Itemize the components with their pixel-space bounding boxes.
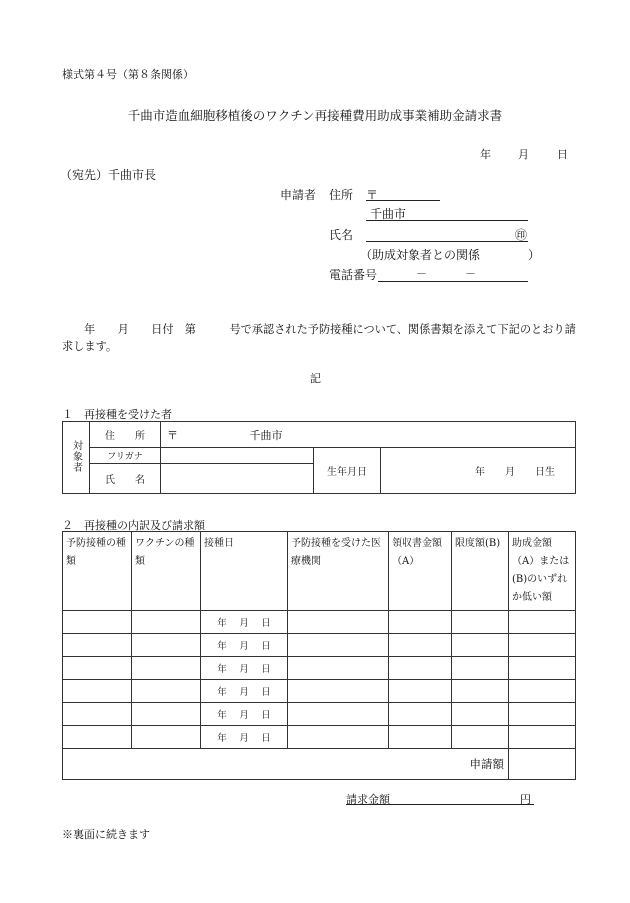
date-placeholder: 年 月 日	[217, 733, 271, 744]
date-placeholder: 年 月 日	[217, 664, 271, 675]
breakdown-cell[interactable]	[288, 611, 389, 634]
addressee: （宛先）千曲市長	[60, 168, 157, 182]
breakdown-cell[interactable]	[63, 680, 132, 703]
furigana-label-cell	[90, 448, 161, 464]
header-vaccination-date: 接種日	[201, 532, 288, 611]
applicant-city: 千曲市	[370, 207, 407, 221]
breakdown-cell[interactable]	[389, 680, 452, 703]
claim-amount-field[interactable]	[346, 791, 534, 805]
recipient-city: 千曲市	[249, 428, 283, 442]
breakdown-cell[interactable]	[288, 703, 389, 726]
table-row	[63, 680, 576, 703]
applicant-address-field[interactable]	[366, 205, 528, 221]
recipient-address-label: 住 所	[105, 431, 145, 442]
date-month: 月	[518, 148, 529, 161]
recipient-side-label-cell	[63, 422, 90, 494]
table-row	[63, 703, 576, 726]
breakdown-cell[interactable]	[288, 680, 389, 703]
applicant-name-label: 氏名	[329, 228, 354, 242]
breakdown-cell[interactable]	[63, 634, 132, 657]
breakdown-cell[interactable]	[288, 657, 389, 680]
breakdown-cell[interactable]	[132, 680, 201, 703]
header-subsidy-amount: 助成金額（A）または(B)のいずれか低い額	[509, 532, 576, 611]
applicant-postal-field[interactable]	[366, 186, 440, 201]
total-amount-field[interactable]	[509, 749, 576, 780]
breakdown-cell[interactable]	[132, 703, 201, 726]
recipient-address-label-cell	[90, 422, 161, 448]
breakdown-cell[interactable]	[288, 634, 389, 657]
date-placeholder: 年 月 日	[217, 687, 271, 698]
breakdown-cell[interactable]	[452, 726, 509, 749]
phone-dash-2: －	[465, 267, 476, 280]
recipient-name-label-cell	[90, 464, 161, 494]
breakdown-cell[interactable]	[63, 726, 132, 749]
breakdown-cell[interactable]	[509, 634, 576, 657]
applicant-name-field[interactable]	[366, 226, 528, 242]
table-row	[63, 611, 576, 634]
section2-heading: ２ 再接種の内訳及び請求額	[62, 519, 205, 532]
breakdown-cell[interactable]	[509, 726, 576, 749]
breakdown-cell[interactable]	[509, 680, 576, 703]
phone-field[interactable]	[378, 266, 528, 282]
furigana-field[interactable]	[161, 448, 314, 464]
breakdown-cell[interactable]	[63, 611, 132, 634]
vaccination-date-cell[interactable]	[201, 634, 288, 657]
vaccination-date-cell[interactable]	[201, 680, 288, 703]
applicant-label: 申請者	[280, 188, 317, 202]
seal-mark: ㊞	[515, 228, 528, 242]
body-text-line1: 年 月 日付 第 号で承認された予防接種について、関係書類を添えて下記のとおり請	[84, 323, 576, 336]
header-medical-institution: 予防接種を受けた医療機関	[288, 532, 389, 611]
vaccination-date-cell[interactable]	[201, 657, 288, 680]
breakdown-cell[interactable]	[389, 726, 452, 749]
breakdown-cell[interactable]	[452, 611, 509, 634]
breakdown-cell[interactable]	[509, 703, 576, 726]
breakdown-cell[interactable]	[288, 726, 389, 749]
recipient-address-value[interactable]	[161, 422, 576, 448]
vaccination-date-cell[interactable]	[201, 703, 288, 726]
relation-close: ）	[528, 248, 541, 262]
total-label-cell	[63, 749, 509, 780]
dob-label: 生年月日	[327, 467, 367, 478]
date-placeholder: 年 月 日	[217, 618, 271, 629]
breakdown-cell[interactable]	[389, 611, 452, 634]
header-limit-amount: 限度額(B)	[452, 532, 509, 611]
header-receipt-amount: 領収書金額（A）	[389, 532, 452, 611]
breakdown-cell[interactable]	[389, 657, 452, 680]
breakdown-table	[62, 531, 576, 780]
claim-label: 請求金額	[346, 793, 390, 806]
breakdown-cell[interactable]	[452, 657, 509, 680]
section1-heading: １ 再接種を受けた者	[62, 408, 172, 421]
breakdown-cell[interactable]	[63, 703, 132, 726]
breakdown-cell[interactable]	[509, 611, 576, 634]
claim-unit: 円	[520, 793, 531, 806]
date-year: 年	[480, 148, 491, 161]
table-row	[63, 726, 576, 749]
table-row	[63, 657, 576, 680]
breakdown-cell[interactable]	[132, 726, 201, 749]
table-row	[63, 634, 576, 657]
total-label: 申請額	[469, 757, 504, 771]
phone-label: 電話番号	[329, 268, 378, 282]
recipient-table	[62, 421, 576, 494]
breakdown-cell[interactable]	[132, 657, 201, 680]
total-row	[63, 749, 576, 780]
footer-note: ※裏面に続きます	[62, 828, 150, 841]
header-vaccination-type: 予防接種の種類	[63, 532, 132, 611]
date-placeholder: 年 月 日	[217, 641, 271, 652]
breakdown-cell[interactable]	[452, 680, 509, 703]
form-number: 様式第４号（第８条関係）	[62, 68, 194, 81]
breakdown-cell[interactable]	[63, 657, 132, 680]
recipient-side-label: 対象者	[70, 439, 82, 473]
breakdown-cell[interactable]	[509, 657, 576, 680]
phone-dash-1: －	[416, 267, 427, 280]
breakdown-cell[interactable]	[452, 634, 509, 657]
vaccination-date-cell[interactable]	[201, 726, 288, 749]
header-vaccine-type: ワクチンの種類	[132, 532, 201, 611]
body-text-line2: 求します。	[62, 340, 118, 353]
recipient-name-label: 氏 名	[105, 475, 145, 486]
dob-value: 年 月 日生	[475, 467, 555, 478]
ki-mark: 記	[310, 372, 321, 385]
breakdown-cell[interactable]	[389, 703, 452, 726]
breakdown-cell[interactable]	[389, 634, 452, 657]
date-placeholder: 年 月 日	[217, 710, 271, 721]
recipient-postal-mark: 〒	[167, 428, 178, 442]
document-title: 千曲市造血細胞移植後のワクチン再接種費用助成事業補助金請求書	[127, 108, 503, 123]
breakdown-cell[interactable]	[452, 703, 509, 726]
vaccination-date-cell[interactable]	[201, 611, 288, 634]
postal-mark: 〒	[366, 188, 379, 202]
applicant-address-label: 住所	[329, 188, 354, 202]
furigana-label: フリガナ	[107, 452, 143, 462]
dob-label-cell	[314, 448, 381, 494]
relation-label: （助成対象者との関係	[360, 248, 481, 262]
breakdown-cell[interactable]	[132, 611, 201, 634]
recipient-name-field[interactable]	[161, 464, 314, 494]
breakdown-cell[interactable]	[132, 634, 201, 657]
date-day: 日	[557, 148, 568, 161]
dob-field[interactable]	[381, 448, 576, 494]
